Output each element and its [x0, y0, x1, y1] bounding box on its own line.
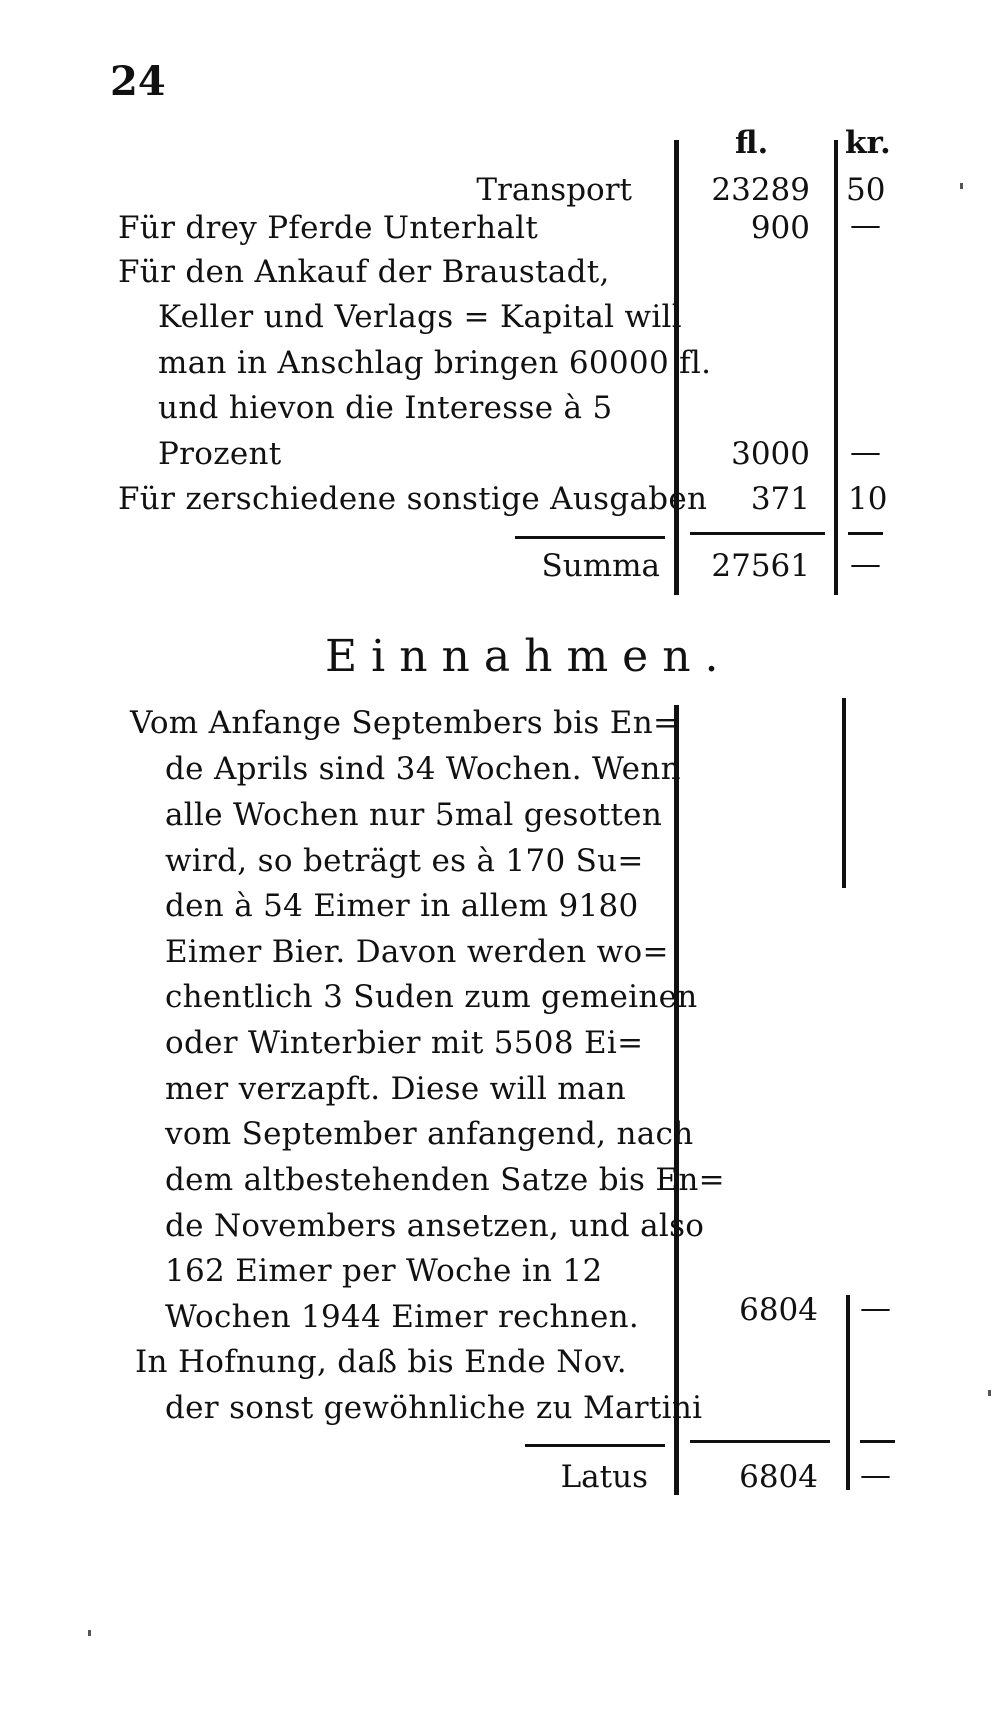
scan-speck: [960, 183, 963, 189]
income-line: wird, so beträgt es à 170 Su=: [165, 843, 644, 879]
income-line: Vom Anfange Septembers bis En=: [130, 705, 680, 741]
income-line: dem altbestehenden Satze bis En=: [165, 1162, 725, 1198]
transport-kr: 50: [846, 172, 886, 208]
column-header-fl: fl.: [735, 125, 769, 161]
income-line: mer verzapft. Diese will man: [165, 1071, 626, 1107]
income-amount-kr: —: [860, 1290, 891, 1326]
summa-kr: —: [850, 546, 881, 582]
latus-rule-label: [525, 1444, 665, 1447]
latus-fl: 6804: [739, 1459, 818, 1495]
income-line: vom September anfangend, nach: [165, 1116, 694, 1152]
income-line: alle Wochen nur 5mal gesotten: [165, 797, 663, 833]
income-line: oder Winterbier mit 5508 Ei=: [165, 1025, 644, 1061]
latus-kr: —: [860, 1457, 891, 1493]
income-line: de Aprils sind 34 Wochen. Wenn: [165, 751, 681, 787]
expense-line: Keller und Verlags = Kapital will: [158, 299, 682, 335]
expense-table-right-rule: [834, 140, 838, 595]
column-header-kr: kr.: [845, 125, 891, 161]
expense-line: Für zerschiedene sonstige Ausgaben: [118, 481, 708, 517]
interest-kr: —: [850, 434, 881, 470]
latus-rule-kr: [860, 1440, 895, 1443]
expense-line: Für drey Pferde Unterhalt: [118, 210, 539, 246]
expense-line: Prozent: [158, 436, 282, 472]
income-line: den à 54 Eimer in allem 9180: [165, 888, 639, 924]
horse-kr: —: [850, 207, 881, 243]
interest-fl: 3000: [731, 436, 810, 472]
misc-fl: 371: [750, 481, 810, 517]
income-table-right-rule-lower: [846, 1295, 850, 1490]
sum-rule-label: [515, 536, 665, 539]
income-line: Wochen 1944 Eimer rechnen.: [165, 1299, 640, 1335]
latus-label: Latus: [560, 1459, 648, 1495]
transport-fl: 23289: [711, 172, 810, 208]
sum-rule-kr: [848, 532, 883, 535]
income-line: 162 Eimer per Woche in 12: [165, 1253, 603, 1289]
expense-line: und hievon die Interesse à 5: [158, 390, 613, 426]
transport-label: Transport: [476, 172, 632, 208]
latus-rule-fl: [690, 1440, 830, 1443]
page-number: 24: [110, 58, 166, 105]
income-line: Eimer Bier. Davon werden wo=: [165, 934, 669, 970]
income-table-right-rule: [842, 698, 846, 888]
summa-label: Summa: [541, 548, 660, 584]
section-title-einnahmen: Einnahmen.: [325, 631, 733, 682]
scan-speck: [88, 1630, 91, 1636]
income-line: der sonst gewöhnliche zu Martini: [165, 1390, 703, 1426]
expense-line: man in Anschlag bringen 60000 fl.: [158, 345, 712, 381]
scan-speck: [988, 1390, 991, 1396]
summa-fl: 27561: [711, 548, 810, 584]
expense-line: Für den Ankauf der Braustadt,: [118, 254, 610, 290]
horse-fl: 900: [750, 210, 810, 246]
income-line: In Hofnung, daß bis Ende Nov.: [135, 1344, 627, 1380]
income-table-left-rule: [674, 705, 679, 1495]
income-line: chentlich 3 Suden zum gemeinen: [165, 979, 698, 1015]
income-amount-fl: 6804: [739, 1292, 818, 1328]
misc-kr: 10: [848, 481, 888, 517]
income-line: de Novembers ansetzen, und also: [165, 1208, 705, 1244]
sum-rule-fl: [690, 532, 825, 535]
